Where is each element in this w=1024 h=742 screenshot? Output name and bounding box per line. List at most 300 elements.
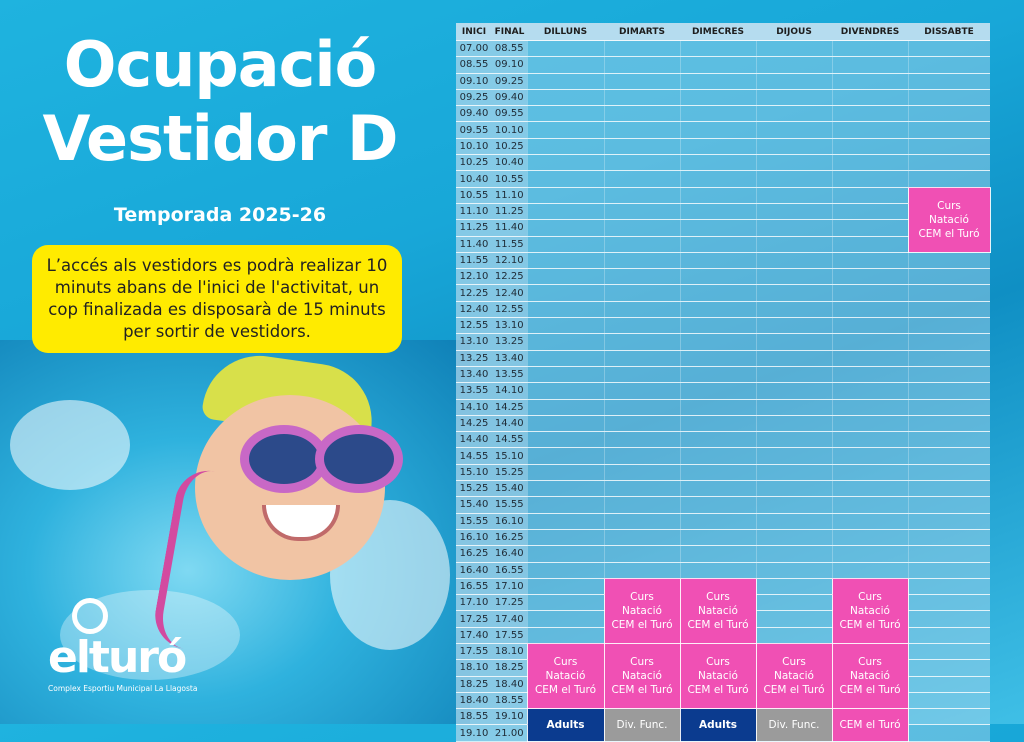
schedule-row xyxy=(456,366,990,382)
empty-slot xyxy=(756,529,832,545)
schedule-row xyxy=(456,171,990,187)
end-time: 15.40 xyxy=(492,481,527,497)
empty-slot xyxy=(756,187,832,203)
empty-slot xyxy=(527,187,604,203)
end-time: 12.25 xyxy=(492,269,527,285)
end-time: 10.10 xyxy=(492,122,527,138)
notice-text: L’accés als vestidors es podrà realizar 10 minuts abans de l'inici de l'activitat, un cop finalizada es disposarà de 15 minuts per sortir de vestidors. xyxy=(46,256,388,341)
empty-slot xyxy=(680,122,756,138)
empty-slot xyxy=(832,73,908,89)
empty-slot xyxy=(680,106,756,122)
start-time: 13.10 xyxy=(456,334,492,350)
end-time: 13.55 xyxy=(492,366,527,382)
empty-slot xyxy=(680,481,756,497)
empty-slot xyxy=(832,122,908,138)
empty-slot xyxy=(527,350,604,366)
schedule-row xyxy=(456,252,990,268)
empty-slot xyxy=(680,89,756,105)
empty-slot xyxy=(756,236,832,252)
start-time: 09.10 xyxy=(456,73,492,89)
activity-label: Div. Func. xyxy=(616,718,668,731)
empty-slot xyxy=(680,171,756,187)
empty-slot xyxy=(908,725,990,741)
empty-slot xyxy=(756,89,832,105)
empty-slot xyxy=(908,432,990,448)
empty-slot xyxy=(527,236,604,252)
empty-slot xyxy=(908,562,990,578)
end-time: 11.40 xyxy=(492,220,527,236)
empty-slot xyxy=(527,399,604,415)
empty-slot xyxy=(756,595,832,611)
activity-label: CEM el Turó xyxy=(918,227,980,240)
activity-label: CEM el Turó xyxy=(687,684,749,697)
activity-block xyxy=(680,643,756,708)
empty-slot xyxy=(604,318,680,334)
empty-slot xyxy=(527,220,604,236)
empty-slot xyxy=(756,318,832,334)
end-time: 17.25 xyxy=(492,595,527,611)
activity-block xyxy=(680,709,756,742)
empty-slot xyxy=(527,122,604,138)
empty-slot xyxy=(527,415,604,431)
empty-slot xyxy=(680,236,756,252)
schedule-row xyxy=(456,89,990,105)
empty-slot xyxy=(604,73,680,89)
empty-slot xyxy=(756,350,832,366)
end-time: 11.55 xyxy=(492,236,527,252)
empty-slot xyxy=(604,285,680,301)
empty-slot xyxy=(832,285,908,301)
column-header: DIJOUS xyxy=(756,23,832,41)
title-line-2: Vestidor D xyxy=(42,102,398,175)
activity-label: CEM el Turó xyxy=(534,684,597,697)
activity-label: Natació xyxy=(850,604,890,617)
empty-slot xyxy=(680,155,756,171)
empty-slot xyxy=(680,399,756,415)
activity-block xyxy=(680,578,756,643)
schedule-row xyxy=(456,513,990,529)
empty-slot xyxy=(680,57,756,73)
empty-slot xyxy=(756,73,832,89)
column-header: DIMECRES xyxy=(680,23,756,41)
empty-slot xyxy=(908,627,990,643)
start-time: 13.25 xyxy=(456,350,492,366)
empty-slot xyxy=(832,415,908,431)
empty-slot xyxy=(908,595,990,611)
schedule-row xyxy=(456,562,990,578)
empty-slot xyxy=(908,301,990,317)
empty-slot xyxy=(908,692,990,708)
activity-block xyxy=(832,578,908,643)
empty-slot xyxy=(756,106,832,122)
activity-label: Adults xyxy=(699,718,737,731)
start-time: 16.10 xyxy=(456,529,492,545)
activity-label: CEM el Turó xyxy=(839,618,901,631)
empty-slot xyxy=(680,546,756,562)
empty-slot xyxy=(908,252,990,268)
end-time: 09.10 xyxy=(492,57,527,73)
season-label: Temporada 2025-26 xyxy=(113,204,327,226)
empty-slot xyxy=(908,464,990,480)
activity-label: Natació xyxy=(698,604,738,617)
empty-slot xyxy=(756,497,832,513)
empty-slot xyxy=(908,366,990,382)
empty-slot xyxy=(527,285,604,301)
schedule-row xyxy=(456,497,990,513)
schedule-row xyxy=(456,57,990,73)
empty-slot xyxy=(832,513,908,529)
schedule-row xyxy=(456,318,990,334)
empty-slot xyxy=(832,138,908,154)
empty-slot xyxy=(908,578,990,594)
empty-slot xyxy=(604,497,680,513)
empty-slot xyxy=(604,546,680,562)
empty-slot xyxy=(832,399,908,415)
empty-slot xyxy=(832,301,908,317)
end-time: 18.25 xyxy=(492,660,527,676)
empty-slot xyxy=(604,203,680,219)
empty-slot xyxy=(832,497,908,513)
empty-slot xyxy=(527,529,604,545)
empty-slot xyxy=(527,611,604,627)
start-time: 18.10 xyxy=(456,660,492,676)
logo-subtitle: Complex Esportiu Municipal La Llagosta xyxy=(48,684,198,693)
activity-label: Curs xyxy=(706,590,730,603)
empty-slot xyxy=(756,138,832,154)
empty-slot xyxy=(756,366,832,382)
start-time: 10.10 xyxy=(456,138,492,154)
start-time: 08.55 xyxy=(456,57,492,73)
activity-label: Natació xyxy=(850,670,890,683)
start-time: 17.10 xyxy=(456,595,492,611)
empty-slot xyxy=(527,171,604,187)
activity-block xyxy=(756,643,832,708)
empty-slot xyxy=(680,513,756,529)
empty-slot xyxy=(604,57,680,73)
empty-slot xyxy=(908,269,990,285)
end-time: 14.25 xyxy=(492,399,527,415)
end-time: 10.25 xyxy=(492,138,527,154)
empty-slot xyxy=(604,138,680,154)
start-time: 15.55 xyxy=(456,513,492,529)
start-time: 14.25 xyxy=(456,415,492,431)
activity-label: Natació xyxy=(545,670,586,683)
empty-slot xyxy=(527,73,604,89)
start-time: 16.25 xyxy=(456,546,492,562)
empty-slot xyxy=(756,220,832,236)
empty-slot xyxy=(527,497,604,513)
activity-label: Natació xyxy=(929,213,969,226)
empty-slot xyxy=(756,41,832,57)
empty-slot xyxy=(680,464,756,480)
access-notice xyxy=(32,245,402,353)
empty-slot xyxy=(604,334,680,350)
end-time: 10.40 xyxy=(492,155,527,171)
end-time: 14.10 xyxy=(492,383,527,399)
empty-slot xyxy=(680,415,756,431)
empty-slot xyxy=(527,366,604,382)
empty-slot xyxy=(604,106,680,122)
empty-slot xyxy=(908,285,990,301)
empty-slot xyxy=(527,562,604,578)
start-time: 09.55 xyxy=(456,122,492,138)
empty-slot xyxy=(680,383,756,399)
activity-block xyxy=(527,709,604,742)
empty-slot xyxy=(604,41,680,57)
empty-slot xyxy=(832,171,908,187)
empty-slot xyxy=(756,399,832,415)
start-time: 11.25 xyxy=(456,220,492,236)
end-time: 13.10 xyxy=(492,318,527,334)
start-time: 19.10 xyxy=(456,725,492,741)
empty-slot xyxy=(527,513,604,529)
activity-label: Natació xyxy=(698,670,738,683)
empty-slot xyxy=(527,383,604,399)
empty-slot xyxy=(756,448,832,464)
column-header: DIVENDRES xyxy=(832,23,908,41)
activity-label: Natació xyxy=(774,670,814,683)
activity-label: CEM el Turó xyxy=(839,684,901,697)
empty-slot xyxy=(908,138,990,154)
empty-slot xyxy=(527,89,604,105)
empty-slot xyxy=(604,155,680,171)
activity-block xyxy=(908,187,990,252)
empty-slot xyxy=(908,415,990,431)
start-time: 12.25 xyxy=(456,285,492,301)
schedule-row xyxy=(456,432,990,448)
empty-slot xyxy=(908,106,990,122)
end-time: 10.55 xyxy=(492,171,527,187)
activity-label: Curs xyxy=(858,590,882,603)
start-time: 13.40 xyxy=(456,366,492,382)
empty-slot xyxy=(832,203,908,219)
empty-slot xyxy=(908,383,990,399)
empty-slot xyxy=(756,269,832,285)
empty-slot xyxy=(680,301,756,317)
start-time: 12.55 xyxy=(456,318,492,334)
empty-slot xyxy=(527,301,604,317)
empty-slot xyxy=(527,318,604,334)
empty-slot xyxy=(908,122,990,138)
schedule-row xyxy=(456,399,990,415)
schedule-row xyxy=(456,73,990,89)
end-time: 12.10 xyxy=(492,252,527,268)
empty-slot xyxy=(604,89,680,105)
activity-label: Adults xyxy=(546,718,585,731)
schedule-row xyxy=(456,529,990,545)
empty-slot xyxy=(832,546,908,562)
empty-slot xyxy=(527,57,604,73)
end-time: 18.40 xyxy=(492,676,527,692)
empty-slot xyxy=(527,546,604,562)
end-time: 14.55 xyxy=(492,432,527,448)
empty-slot xyxy=(832,269,908,285)
empty-slot xyxy=(604,562,680,578)
end-time: 12.55 xyxy=(492,301,527,317)
end-time: 17.40 xyxy=(492,611,527,627)
empty-slot xyxy=(756,562,832,578)
column-header: FINAL xyxy=(492,23,527,41)
schedule-row xyxy=(456,106,990,122)
start-time: 13.55 xyxy=(456,383,492,399)
empty-slot xyxy=(832,334,908,350)
empty-slot xyxy=(756,481,832,497)
empty-slot xyxy=(604,432,680,448)
schedule-row xyxy=(456,643,990,659)
page-title xyxy=(20,28,420,176)
end-time: 18.10 xyxy=(492,643,527,659)
logo-word: elturó xyxy=(48,632,186,683)
empty-slot xyxy=(908,399,990,415)
empty-slot xyxy=(832,318,908,334)
empty-slot xyxy=(908,513,990,529)
schedule-row xyxy=(456,709,990,725)
empty-slot xyxy=(832,57,908,73)
schedule-row xyxy=(456,187,990,203)
activity-block xyxy=(604,643,680,708)
empty-slot xyxy=(756,122,832,138)
empty-slot xyxy=(680,562,756,578)
empty-slot xyxy=(680,497,756,513)
empty-slot xyxy=(908,155,990,171)
end-time: 17.55 xyxy=(492,627,527,643)
empty-slot xyxy=(680,318,756,334)
end-time: 16.55 xyxy=(492,562,527,578)
end-time: 13.25 xyxy=(492,334,527,350)
empty-slot xyxy=(756,513,832,529)
empty-slot xyxy=(680,285,756,301)
empty-slot xyxy=(832,432,908,448)
activity-block xyxy=(604,709,680,742)
empty-slot xyxy=(832,562,908,578)
runner-icon xyxy=(72,598,108,634)
activity-label: Natació xyxy=(622,604,662,617)
empty-slot xyxy=(527,432,604,448)
empty-slot xyxy=(756,383,832,399)
activity-label: CEM el Turó xyxy=(839,718,901,731)
empty-slot xyxy=(756,546,832,562)
empty-slot xyxy=(908,448,990,464)
schedule-row xyxy=(456,155,990,171)
empty-slot xyxy=(908,318,990,334)
schedule-row xyxy=(456,350,990,366)
empty-slot xyxy=(680,366,756,382)
empty-slot xyxy=(604,464,680,480)
empty-slot xyxy=(908,57,990,73)
empty-slot xyxy=(680,448,756,464)
activity-label: Curs xyxy=(630,590,654,603)
start-time: 11.40 xyxy=(456,236,492,252)
start-time: 17.40 xyxy=(456,627,492,643)
empty-slot xyxy=(756,155,832,171)
empty-slot xyxy=(756,627,832,643)
empty-slot xyxy=(908,41,990,57)
empty-slot xyxy=(527,138,604,154)
empty-slot xyxy=(908,481,990,497)
empty-slot xyxy=(680,73,756,89)
activity-label: CEM el Turó xyxy=(763,684,825,697)
empty-slot xyxy=(908,611,990,627)
end-time: 11.25 xyxy=(492,203,527,219)
empty-slot xyxy=(908,643,990,659)
empty-slot xyxy=(527,203,604,219)
end-time: 13.40 xyxy=(492,350,527,366)
schedule-row xyxy=(456,122,990,138)
empty-slot xyxy=(604,383,680,399)
empty-slot xyxy=(756,464,832,480)
start-time: 18.25 xyxy=(456,676,492,692)
end-time: 12.40 xyxy=(492,285,527,301)
empty-slot xyxy=(756,285,832,301)
empty-slot xyxy=(604,366,680,382)
activity-block xyxy=(832,709,908,742)
empty-slot xyxy=(756,252,832,268)
empty-slot xyxy=(680,41,756,57)
end-time: 15.55 xyxy=(492,497,527,513)
empty-slot xyxy=(604,481,680,497)
empty-slot xyxy=(908,676,990,692)
empty-slot xyxy=(756,203,832,219)
empty-slot xyxy=(908,171,990,187)
empty-slot xyxy=(527,41,604,57)
schedule-header xyxy=(456,23,990,41)
empty-slot xyxy=(527,448,604,464)
empty-slot xyxy=(527,155,604,171)
end-time: 16.25 xyxy=(492,529,527,545)
activity-label: CEM el Turó xyxy=(611,618,673,631)
start-time: 11.55 xyxy=(456,252,492,268)
start-time: 09.25 xyxy=(456,89,492,105)
empty-slot xyxy=(527,578,604,594)
empty-slot xyxy=(908,334,990,350)
start-time: 14.10 xyxy=(456,399,492,415)
empty-slot xyxy=(832,366,908,382)
end-time: 08.55 xyxy=(492,41,527,57)
activity-label: Natació xyxy=(622,670,662,683)
empty-slot xyxy=(527,269,604,285)
empty-slot xyxy=(604,269,680,285)
empty-slot xyxy=(680,252,756,268)
empty-slot xyxy=(832,481,908,497)
empty-slot xyxy=(604,350,680,366)
end-time: 17.10 xyxy=(492,578,527,594)
empty-slot xyxy=(604,448,680,464)
activity-block xyxy=(756,709,832,742)
end-time: 09.40 xyxy=(492,89,527,105)
start-time: 16.55 xyxy=(456,578,492,594)
column-header: DILLUNS xyxy=(527,23,604,41)
empty-slot xyxy=(680,529,756,545)
empty-slot xyxy=(832,106,908,122)
start-time: 12.40 xyxy=(456,301,492,317)
empty-slot xyxy=(832,236,908,252)
empty-slot xyxy=(527,481,604,497)
schedule-table xyxy=(456,23,991,742)
end-time: 15.25 xyxy=(492,464,527,480)
empty-slot xyxy=(756,301,832,317)
schedule-row xyxy=(456,301,990,317)
empty-slot xyxy=(832,220,908,236)
activity-block xyxy=(604,578,680,643)
schedule-row xyxy=(456,138,990,154)
start-time: 18.40 xyxy=(456,692,492,708)
start-time: 17.25 xyxy=(456,611,492,627)
empty-slot xyxy=(604,252,680,268)
activity-label: CEM el Turó xyxy=(687,618,749,631)
empty-slot xyxy=(756,334,832,350)
empty-slot xyxy=(604,301,680,317)
start-time: 07.00 xyxy=(456,41,492,57)
